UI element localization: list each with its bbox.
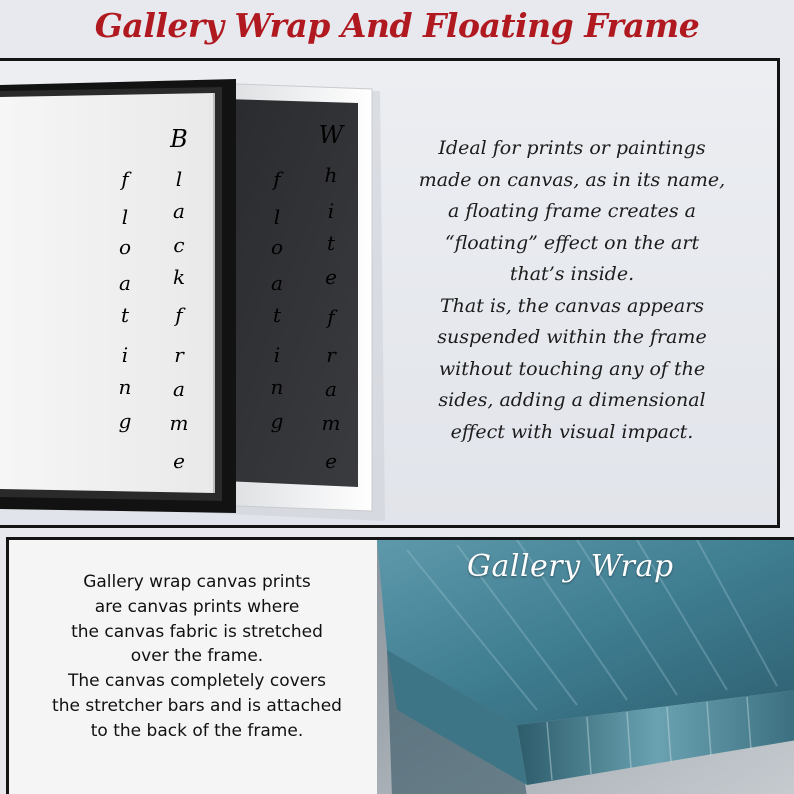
letter: t <box>272 303 282 327</box>
letter: l <box>121 205 129 229</box>
letter: a <box>271 271 283 295</box>
description-line: the stretcher bars and is attached <box>52 695 342 716</box>
description-line: sides, adding a dimensional <box>438 389 706 411</box>
letter: t <box>120 303 130 327</box>
description-line: “floating” effect on the art <box>444 231 700 254</box>
letter: e <box>325 449 337 473</box>
letter: W <box>318 121 344 149</box>
letter: g <box>118 409 132 433</box>
description-line: the canvas fabric is stretched <box>71 621 323 642</box>
letter: a <box>119 271 131 295</box>
letter: i <box>273 343 281 367</box>
letter: m <box>169 411 189 435</box>
description-line: effect with visual impact. <box>450 420 694 443</box>
letter: i <box>121 343 129 367</box>
gallery-wrap-description <box>19 570 375 744</box>
letter: t <box>326 231 336 255</box>
floating-frame-description <box>402 133 742 448</box>
description-line: That is, the canvas appears <box>439 294 705 317</box>
letter: g <box>270 409 284 433</box>
description-line: Gallery wrap canvas prints <box>83 572 311 592</box>
page-title: Gallery Wrap And Floating Frame <box>94 6 700 45</box>
letter: f <box>121 167 129 191</box>
letter: a <box>173 377 185 401</box>
letter: r <box>326 343 336 367</box>
letter: r <box>174 343 184 367</box>
letter: h <box>324 163 338 187</box>
letter: n <box>270 375 284 399</box>
description-line: to the back of the frame. <box>90 720 304 741</box>
letter: l <box>175 167 183 191</box>
letter: i <box>327 199 335 223</box>
description-line: The canvas completely covers <box>67 671 326 692</box>
gallery-wrap-label: Gallery Wrap <box>467 549 674 584</box>
letter: f <box>273 167 281 191</box>
letter: o <box>118 235 132 259</box>
letter: a <box>173 199 185 223</box>
letter: B <box>170 125 188 153</box>
letter: a <box>325 377 337 401</box>
description-line: Ideal for prints or paintings <box>438 137 706 159</box>
letter: o <box>270 235 284 259</box>
letter: f <box>327 305 335 329</box>
letter: l <box>273 205 281 229</box>
letter: c <box>173 233 185 257</box>
description-line: that’s inside. <box>509 263 635 285</box>
letter: n <box>118 375 132 399</box>
letter: k <box>172 265 186 289</box>
letter: m <box>321 411 341 435</box>
letter: f <box>175 303 183 327</box>
description-line: without touching any of the <box>438 357 706 380</box>
letter: e <box>173 449 185 473</box>
description-line: made on canvas, as in its name, <box>418 168 726 191</box>
gallery-wrap-panel <box>6 537 794 794</box>
description-line: suspended within the frame <box>437 326 707 348</box>
description-line: over the frame. <box>130 646 264 667</box>
letter: e <box>325 265 337 289</box>
floating-frame-panel <box>0 58 780 528</box>
description-line: are canvas prints where <box>94 596 300 617</box>
description-line: a floating frame creates a <box>448 200 696 222</box>
floating-frames-illustration <box>0 61 420 528</box>
